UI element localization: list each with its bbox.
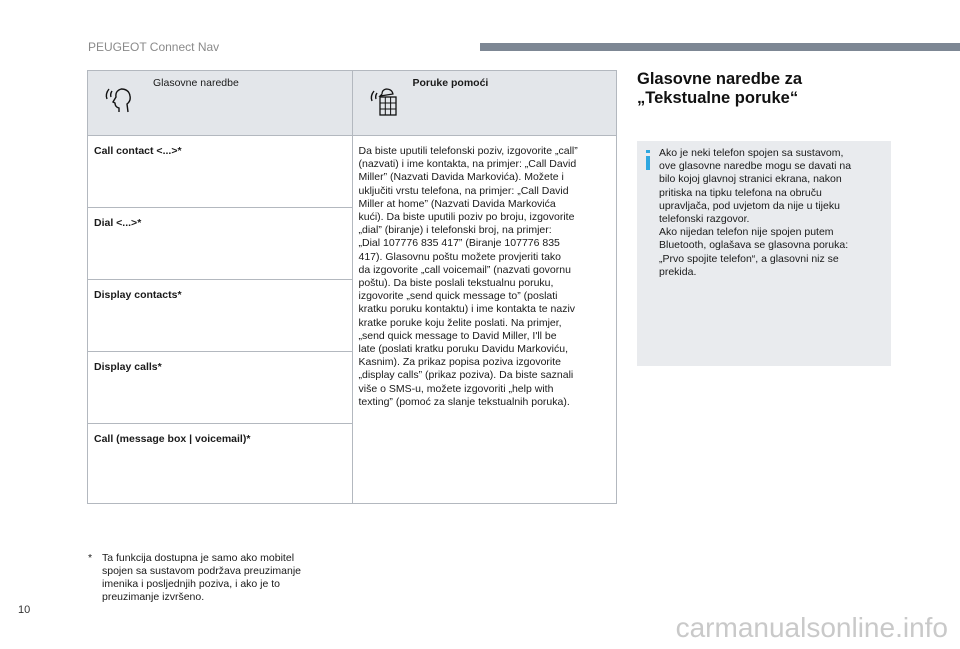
help-message-icon [368,85,400,122]
info-line: bilo kojoj glavnoj stranici ekrana, nakon [659,173,842,186]
info-line: upravljača, pod uvjetom da nije u tijeku [659,199,840,212]
command-display-calls: Display calls* [88,352,353,424]
col-header-voice-commands: Glasovne naredbe [153,77,239,89]
description-line: „send quick message to David Miller, I'll be [358,329,557,342]
voice-commands-table [87,70,617,504]
description-line: „Dial 107776 835 417” (Biranje 107776 835 [358,237,560,250]
description-line: da izgovorite „call voicemail” (nazvati govornu [358,263,571,276]
info-line: ove glasovne naredbe mogu se davati na [659,160,852,173]
info-line: Ako je neki telefon spojen sa sustavom, [659,147,844,159]
description-line: kratku poruku kontaktu) i ime kontakta te naziv [358,303,576,316]
description-line: uključiti vrstu telefona, na primjer: „Call David [358,184,569,197]
command-call-contact: Call contact <...>* [88,136,353,208]
table-header-row [88,71,617,136]
description-line: „dial” (biranje) i telefonski broj, na primjer: [358,224,552,237]
description-line: „display calls” (prikaz poziva). Da biste saznali [358,369,574,382]
section-title [637,70,802,108]
footnote-line: Ta funkcija dostupna je samo ako mobitel [102,552,295,564]
footnote [88,552,301,604]
description-line: kratke poruke koju želite poslati. Na primjer, [358,316,562,329]
table-row [88,136,617,208]
info-line: Ako nijedan telefon nije spojen putem [659,226,834,239]
info-line: telefonski razgovor. [659,213,750,226]
command-display-contacts: Display contacts* [88,280,353,352]
info-line: „Prvo spojite telefon“, a glasovni niz se [659,252,839,265]
footnote-line: imenika i posljednjih poziva, i ako je to [102,578,281,590]
description-line: late (poslati kratku poruku Davidu Markoviću, [358,343,569,356]
command-call-voicemail: Call (message box | voicemail)* [88,424,353,504]
section-title-line: Glasovne naredbe za [637,70,803,88]
table-header-commands [88,71,353,136]
description-line: Miller at home” (Nazvati Davida Markovića [358,197,556,210]
footnote-line: spojen sa sustavom podržava preuzimanje [102,565,302,577]
footnote-line: preuzimanje izvršeno. [102,591,205,603]
description-line: poštu). Da biste poslali tekstualnu poruku, [358,277,554,290]
header-title: PEUGEOT Connect Nav [88,40,220,54]
description-line: texting” (pomoć za slanje tekstualnih poruka). [358,395,570,408]
header-bar [480,43,960,51]
description-line: kući). Da biste uputili poziv po broju, izgovorite [358,211,575,224]
info-line: Bluetooth, oglašava se glasovna poruka: [659,239,849,252]
table-header-help [352,71,617,136]
command-description [352,136,617,504]
description-line: (nazvati) i ime kontakta, na primjer: „Call David [358,158,577,171]
description-line: Miller” (Nazvati Davida Markovića). Možete i [358,171,564,184]
command-dial: Dial <...>* [88,208,353,280]
description-line: 417). Glasovnu poštu možete provjeriti tako [358,250,562,263]
voice-command-icon [103,85,133,118]
info-line: pritiska na tipku telefona na obruču [659,186,822,199]
info-box [637,141,891,366]
info-line: prekida. [659,265,697,278]
description-line: Da biste uputili telefonski poziv, izgovorite „call” [358,145,578,157]
description-line: više o SMS-u, možete izgovoriti „help with [358,382,554,395]
section-title-line: „Tekstualne poruke“ [637,89,799,107]
description-line: izgovorite „send quick message to” (poslati [358,290,558,303]
watermark: carmanualsonline.info [675,612,948,643]
col-header-help-messages: Poruke pomoći [412,77,489,89]
info-text [659,147,851,279]
footnote-marker: * [88,552,93,564]
page-number: 10 [18,604,31,616]
footnote-text [102,552,301,604]
description-line: Kasnim). Za prikaz popisa poziva izgovorite [358,356,562,369]
